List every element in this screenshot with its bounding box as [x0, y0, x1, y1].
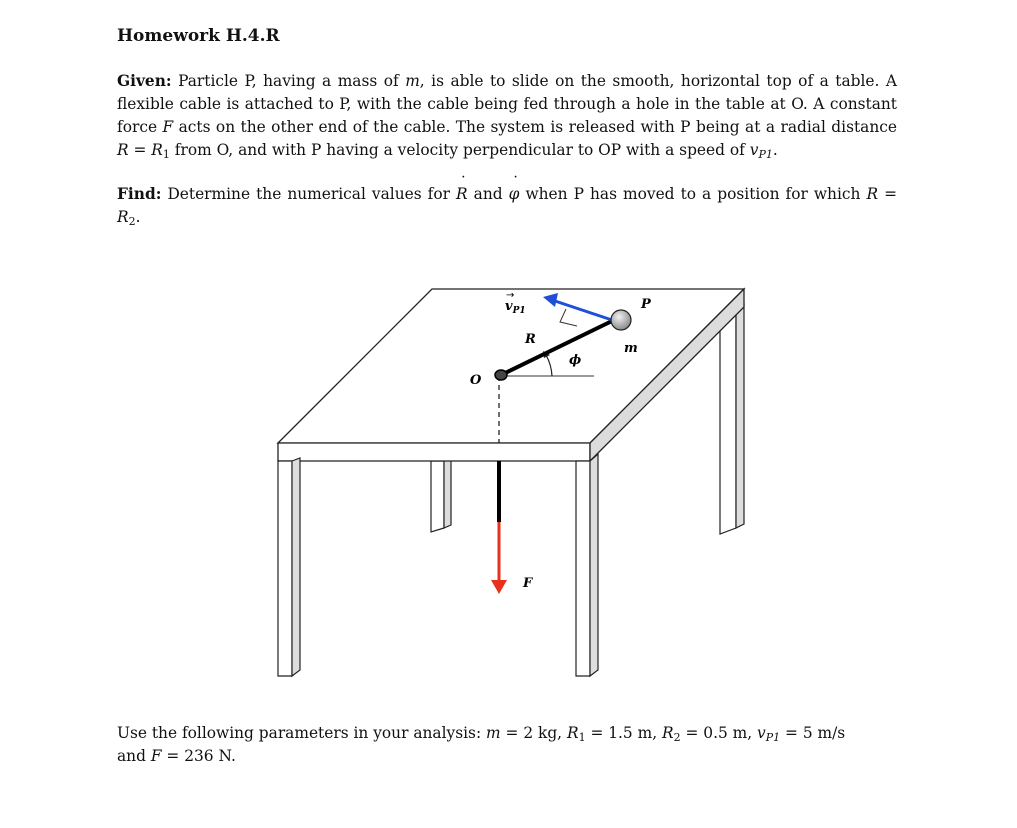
given-force-symbol: F: [162, 118, 174, 136]
params-f-symbol: F: [150, 747, 162, 765]
given-r1-symbol: R: [151, 141, 163, 159]
given-r1-sub: 1: [162, 148, 170, 161]
label-m: m: [624, 341, 638, 356]
params-r1-sub: 1: [578, 731, 586, 744]
label-vp1: $v_{P1}$: [505, 299, 526, 316]
params-r2-value: = 0.5 m,: [680, 724, 758, 742]
params-r2-sub: 2: [673, 731, 681, 744]
find-equals: =: [878, 185, 897, 203]
given-equals: =: [128, 141, 152, 159]
given-text-5: .: [772, 141, 778, 159]
find-label: Find:: [117, 185, 162, 203]
find-r2-sub: 2: [128, 215, 136, 228]
given-r-symbol: R: [117, 141, 129, 159]
label-o: O: [470, 373, 482, 388]
given-text-3: acts on the other end of the cable. The system is released with P being at a radial distance: [173, 118, 897, 136]
params-v-symbol: v: [757, 724, 766, 742]
find-rdot-symbol: ˙ R: [456, 183, 468, 206]
parameters-paragraph: [117, 722, 897, 768]
vector-arrow-mark: →: [506, 290, 515, 301]
given-v-symbol: v: [749, 141, 759, 159]
params-v-sub: P1: [765, 731, 781, 744]
find-text-3: .: [135, 208, 141, 226]
find-phidot-symbol: ˙ φ: [509, 183, 520, 206]
find-text-1: Determine the numerical values for: [161, 185, 457, 203]
params-r2-symbol: R: [662, 724, 674, 742]
given-text-1: Particle P, having a mass of: [171, 72, 406, 90]
params-r1-symbol: R: [566, 724, 579, 742]
params-text-1: Use the following parameters in your analysis:: [117, 724, 487, 742]
find-and: and: [467, 185, 509, 203]
given-mass-symbol: m: [405, 72, 420, 90]
given-text-2: , is able to slide on the smooth, horizontal top of a table. A flexible cable is attached to P, with the cable being fed through a hole in the table at O. A constant force: [117, 72, 897, 136]
force-arrowhead: [491, 580, 507, 594]
hole-o: [495, 370, 507, 380]
params-r1-value: = 1.5 m,: [585, 724, 662, 742]
label-p: P: [641, 297, 651, 312]
label-r: R: [525, 332, 536, 347]
table-front-edge: [278, 443, 590, 461]
find-r2-symbol: R: [117, 208, 129, 226]
particle-p: [611, 310, 631, 330]
homework-title: Homework H.4.R: [117, 26, 280, 46]
label-f: F: [523, 576, 533, 591]
params-m-symbol: m: [486, 724, 501, 742]
find-r-symbol: R: [866, 185, 879, 203]
params-f-value: = 236 N.: [161, 747, 236, 765]
label-phi: ϕ: [569, 353, 582, 368]
back-right-leg: [720, 304, 744, 534]
params-m-value: = 2 kg,: [500, 724, 567, 742]
find-text-2: when P has moved to a position for which: [519, 185, 867, 203]
front-left-leg: [278, 458, 300, 676]
given-text-4: from O, and with P having a velocity perpendicular to OP with a speed of: [169, 141, 750, 159]
front-right-leg: [576, 454, 598, 676]
back-left-leg: [431, 458, 451, 532]
given-label: Given:: [117, 72, 172, 90]
given-v-sub: P1: [758, 148, 773, 161]
params-and: and: [117, 747, 151, 765]
params-v-value: = 5 m/s: [780, 724, 846, 742]
